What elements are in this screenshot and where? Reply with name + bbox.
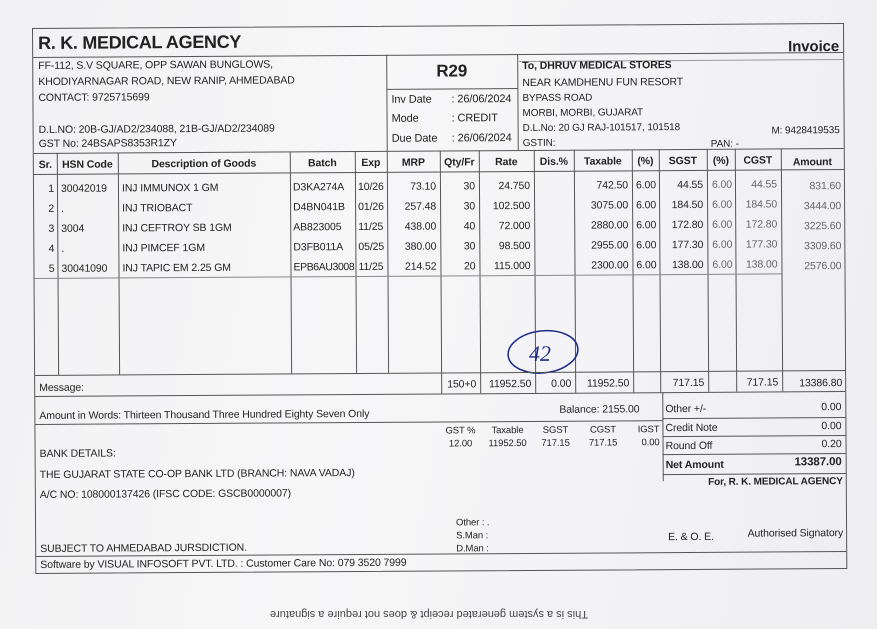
- gst-summary-header-cgst: CGST: [589, 424, 616, 436]
- software-credit: Software by VISUAL INFOSOFT PVT. LTD. : Customer Care No: 079 3520 7999: [40, 556, 407, 571]
- net-amount-label: Net Amount: [665, 458, 724, 472]
- th-batch: Batch: [307, 157, 337, 170]
- e-and-o-e: E. & O. E.: [668, 530, 714, 544]
- row1-amount: 831.60: [809, 180, 842, 193]
- other-adjust-label: Other +/-: [665, 402, 707, 416]
- for-company: For, R. K. MEDICAL AGENCY: [708, 476, 843, 488]
- message-label: Message:: [39, 381, 84, 394]
- row1-exp: 10/26: [357, 180, 384, 194]
- row4-qty: 30: [463, 240, 476, 253]
- due-date-value: : 26/06/2024: [451, 132, 512, 145]
- gst-summary-rate: 12.00: [448, 438, 473, 450]
- row1-sgst: 44.55: [677, 178, 704, 192]
- gst-summary-cgst: 717.15: [588, 437, 618, 449]
- row4-sgst: 177.30: [671, 238, 704, 252]
- row2-sr: 2: [48, 202, 55, 215]
- row5-qty: 20: [463, 260, 476, 273]
- row5-exp: 11/25: [358, 260, 384, 274]
- row1-hsn: 30042019: [60, 182, 107, 195]
- inv-date-label: Inv Date: [391, 93, 432, 106]
- summary-line-4: [663, 473, 846, 475]
- summary-line-1: [662, 417, 845, 419]
- bank-name: THE GUJARAT STATE CO-OP BANK LTD (BRANCH: NAVA VADAJ): [39, 467, 355, 481]
- net-amount-value: 13387.00: [794, 456, 842, 469]
- row5-hsn: 30041090: [61, 262, 108, 275]
- bank-title: BANK DETAILS:: [39, 447, 116, 460]
- handwritten-circle-note: [505, 328, 581, 376]
- credit-note-value: 0.00: [821, 420, 842, 433]
- buyer-address-line1: NEAR KAMDHENU FUN RESORT: [522, 76, 684, 90]
- gst-summary-header-igst: IGST: [637, 424, 660, 436]
- seller-name: R. K. MEDICAL AGENCY: [38, 31, 242, 53]
- row3-sr: 3: [48, 222, 55, 235]
- row2-qty: 30: [463, 200, 476, 213]
- round-off-label: Round Off: [665, 439, 713, 453]
- other-field: Other : .: [455, 517, 490, 529]
- row2-cgst: 184.50: [745, 198, 778, 211]
- summary-line-2: [663, 435, 846, 437]
- row2-sgst: 184.50: [671, 198, 704, 212]
- mode-label: Mode: [391, 112, 419, 125]
- row4-sgst-pct: 6.00: [636, 239, 657, 252]
- buyer-name: To, DHRUV MEDICAL STORES: [522, 59, 672, 73]
- row3-mrp: 438.00: [404, 220, 437, 233]
- th-amount: Amount: [792, 156, 832, 169]
- row2-mrp: 257.48: [404, 200, 437, 213]
- row3-taxable: 2880.00: [590, 219, 629, 232]
- row4-cgst: 177.30: [745, 238, 778, 251]
- other-adjust-value: 0.00: [821, 401, 842, 414]
- th-gst-pct-2: (%): [712, 154, 729, 167]
- row1-cgst-pct: 6.00: [711, 178, 733, 191]
- seller-contact: CONTACT: 9725715699: [38, 91, 150, 104]
- document-type: Invoice: [788, 38, 840, 56]
- total-discount: 0.00: [551, 377, 572, 390]
- invoice-number-divider: [386, 88, 517, 90]
- row3-hsn: 3004: [61, 222, 85, 235]
- row3-cgst-pct: 6.00: [712, 218, 733, 231]
- row4-sr: 4: [48, 242, 55, 255]
- row3-batch: AB823005: [293, 221, 342, 234]
- inv-date-value: : 26/06/2024: [451, 93, 512, 106]
- row2-amount: 3444.00: [803, 200, 842, 213]
- th-rate: Rate: [495, 156, 518, 169]
- buyer-gstin: GSTIN:: [522, 137, 556, 150]
- row2-sgst-pct: 6.00: [636, 199, 657, 212]
- row5-sgst: 138.00: [671, 258, 704, 272]
- row5-rate: 115.000: [493, 259, 531, 273]
- total-rate: 11952.50: [488, 377, 532, 391]
- gst-summary-header-rate: GST %: [445, 425, 476, 437]
- salesman-field: S.Man :: [456, 530, 489, 542]
- jurisdiction: SUBJECT TO AHMEDABAD JURSDICTION.: [40, 541, 247, 555]
- row3-sgst-pct: 6.00: [636, 219, 657, 232]
- th-taxable: Taxable: [583, 155, 622, 168]
- invoice-sheet: [32, 23, 847, 574]
- row1-sr: 1: [48, 182, 55, 195]
- system-generated-note: This is a system generated receipt & does not require a signature: [270, 608, 588, 620]
- gst-summary-igst: 0.00: [641, 437, 660, 449]
- row3-sgst: 172.80: [671, 218, 704, 232]
- row1-taxable: 742.50: [596, 179, 629, 192]
- th-exp: Exp: [361, 156, 381, 169]
- row1-rate: 24.750: [498, 179, 531, 193]
- th-mrp: MRP: [401, 156, 425, 169]
- buyer-address-line2: BYPASS ROAD: [522, 92, 593, 105]
- header-vline-2: [517, 54, 519, 150]
- row5-sr: 5: [48, 262, 55, 275]
- bank-account: A/C NO: 108000137426 (IFSC CODE: GSCB0000007): [39, 487, 292, 501]
- row3-amount: 3225.60: [803, 220, 842, 233]
- gst-summary-header-sgst: SGST: [542, 424, 569, 436]
- row1-description: INJ IMMUNOX 1 GM: [121, 181, 219, 195]
- total-qty: 150+0: [447, 378, 477, 391]
- gst-summary-header-taxable: Taxable: [491, 425, 524, 437]
- total-amount: 13386.80: [799, 377, 843, 390]
- row4-rate: 98.500: [498, 239, 531, 253]
- gst-summary-sgst: 717.15: [541, 437, 570, 449]
- authorised-signatory: Authorised Signatory: [747, 527, 844, 540]
- summary-line-3: [663, 453, 846, 455]
- gst-summary-taxable: 11952.50: [488, 437, 527, 450]
- seller-dl-no: D.L.NO: 20B-GJ/AD2/234088, 21B-GJ/AD2/234089: [38, 122, 275, 136]
- row4-exp: 05/25: [358, 240, 385, 254]
- buyer-pan: PAN: -: [710, 138, 739, 150]
- row5-taxable: 2300.00: [591, 259, 629, 272]
- round-off-value: 0.20: [821, 438, 842, 451]
- total-sgst: 717.15: [672, 376, 705, 390]
- row4-description: INJ PIMCEF 1GM: [122, 241, 205, 255]
- row4-cgst-pct: 6.00: [712, 238, 733, 251]
- row1-batch: D3KA274A: [292, 181, 345, 194]
- row2-cgst-pct: 6.00: [712, 198, 733, 211]
- col-divider-desc: [290, 151, 292, 373]
- row1-mrp: 73.10: [410, 180, 437, 193]
- row2-taxable: 3075.00: [590, 199, 629, 212]
- row1-cgst: 44.55: [751, 178, 778, 191]
- row5-sgst-pct: 6.00: [636, 259, 657, 272]
- th-hsn: HSN Code: [62, 158, 113, 171]
- buyer-address-line3: MORBI, MORBI, GUJARAT: [522, 107, 644, 120]
- row3-qty: 40: [463, 220, 476, 233]
- row5-description: INJ TAPIC EM 2.25 GM: [122, 261, 231, 275]
- row5-amount: 2576.00: [804, 260, 842, 273]
- row3-exp: 11/25: [358, 220, 384, 234]
- row2-batch: D4BN041B: [293, 201, 345, 214]
- row1-qty: 30: [463, 180, 476, 193]
- row4-taxable: 2955.00: [591, 239, 629, 252]
- col-divider-sr: [57, 153, 59, 375]
- row2-exp: 01/26: [358, 200, 384, 214]
- invoice-number: R29: [436, 61, 468, 81]
- buyer-mobile: M: 9428419535: [771, 125, 840, 137]
- due-date-label: Due Date: [391, 132, 438, 145]
- row4-hsn: .: [61, 242, 65, 255]
- seller-gst-no: GST No: 24BSAPS8353R1ZY: [38, 137, 177, 150]
- seller-address-line2: KHODIYARNAGAR ROAD, NEW RANIP, AHMEDABAD: [38, 74, 295, 88]
- row3-rate: 72.000: [498, 219, 531, 233]
- th-sgst: SGST: [668, 154, 697, 168]
- total-taxable: 11952.50: [586, 377, 630, 390]
- row5-mrp: 214.52: [404, 260, 437, 273]
- th-cgst: CGST: [743, 154, 773, 167]
- row2-rate: 102.500: [492, 199, 531, 213]
- buyer-dl-no: D.L.No: 20 GJ RAJ-101517, 101518: [522, 122, 681, 135]
- credit-note-label: Credit Note: [665, 421, 718, 435]
- th-gst-pct-1: (%): [637, 155, 654, 168]
- delivery-man-field: D.Man :: [456, 543, 489, 555]
- row5-cgst: 138.00: [745, 258, 778, 271]
- col-divider-hsn: [118, 152, 120, 374]
- handwritten-note-text: 42: [528, 340, 551, 366]
- row2-description: INJ TRIOBACT: [122, 202, 193, 215]
- seller-address-line1: FF-112, S.V SQUARE, OPP SAWAN BUNGLOWS,: [38, 58, 274, 72]
- th-qty: Qty/Fr: [444, 156, 475, 169]
- balance: Balance: 2155.00: [559, 403, 640, 416]
- row5-batch: EPB6AU3008: [293, 261, 355, 274]
- th-sr: Sr.: [38, 158, 52, 171]
- row3-description: INJ CEFTROY SB 1GM: [122, 221, 232, 235]
- row3-cgst: 172.80: [745, 218, 778, 231]
- row4-amount: 3309.60: [804, 240, 842, 253]
- row1-sgst-pct: 6.00: [635, 179, 657, 192]
- amount-in-words: Amount in Words: Thirteen Thousand Three Hundred Eighty Seven Only: [39, 407, 370, 422]
- row2-hsn: .: [61, 202, 64, 215]
- row4-batch: D3FB011A: [293, 241, 344, 254]
- th-description: Description of Goods: [151, 157, 257, 171]
- col-divider-batch: [355, 151, 357, 373]
- row4-mrp: 380.00: [404, 240, 437, 253]
- mode-value: : CREDIT: [451, 112, 498, 125]
- th-discount: Dis.%: [539, 155, 568, 168]
- total-cgst: 717.15: [746, 376, 779, 389]
- row5-cgst-pct: 6.00: [712, 258, 733, 271]
